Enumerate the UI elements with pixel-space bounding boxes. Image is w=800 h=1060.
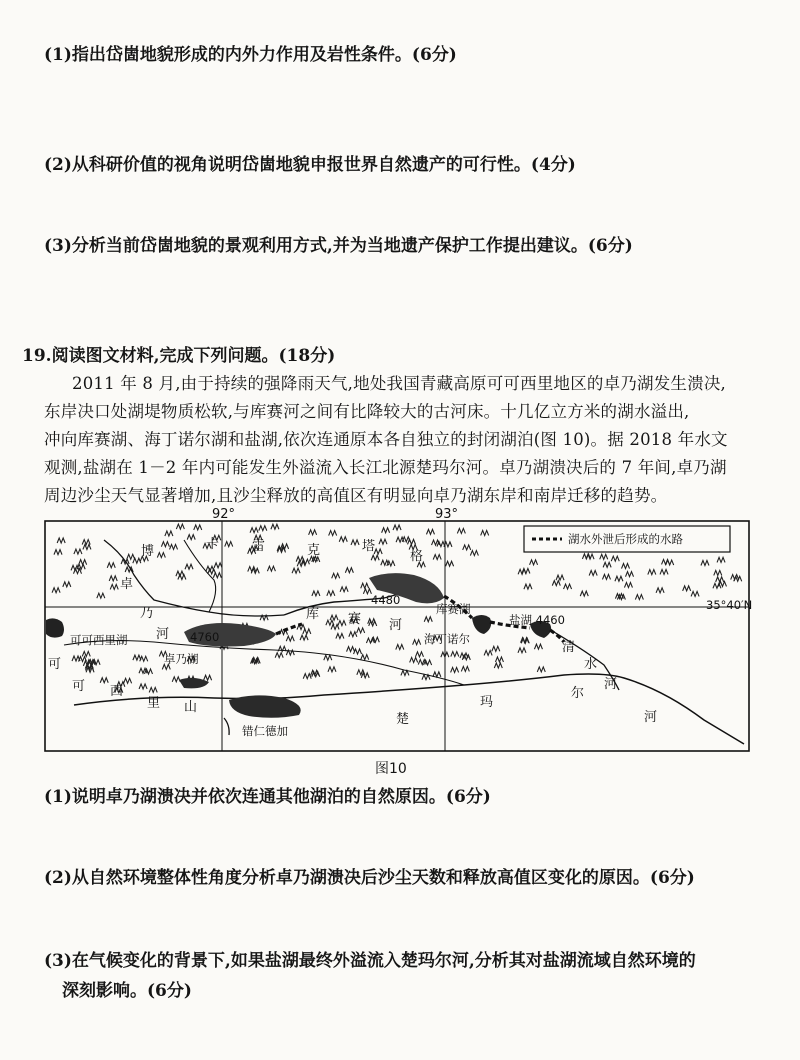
kusai-river-char: 赛	[348, 612, 362, 627]
kekexili-mtn-char: 西	[110, 684, 124, 699]
q19-sub-1: (1)说明卓乃湖溃决并依次连通其他湖泊的自然原因。(6分)	[44, 787, 491, 807]
lon-93-label: 93°	[435, 507, 459, 522]
q19-sub-2: (2)从自然环境整体性角度分析卓乃湖溃决后沙尘天数和释放高值区变化的原因。(6分)	[44, 868, 695, 888]
q19-para-line: 周边沙尘天气显著增加,且沙尘释放的高值区有明显向卓乃湖东岸和南岸迁移的趋势。	[44, 486, 668, 505]
cuorendejia-label: 错仁德加	[242, 724, 288, 738]
chumar-char: 河	[644, 710, 658, 725]
bukadaban-char: 雷	[252, 539, 266, 554]
kekexili-mtn-char: 山	[184, 700, 198, 715]
kekexili-mtn-char: 可	[72, 679, 86, 694]
q19-sub-3: (3)在气候变化的背景下,如果盐湖最终外溢流入楚玛尔河,分析其对盐湖流域自然环境的	[44, 951, 696, 971]
chumar-char: 尔	[571, 686, 585, 701]
q19-para-line: 观测,盐湖在 1－2 年内可能发生外溢流入长江北源楚玛尔河。卓乃湖溃决后的 7 年间,卓乃湖	[44, 458, 727, 477]
yanhu-label: 盐湖 4460	[509, 613, 565, 627]
question-3-text: (3)分析当前岱崮地貌的景观利用方式,并为当地遗产保护工作提出建议。(6分)	[44, 236, 633, 256]
qingshui-char: 河	[604, 677, 618, 692]
latitude-label: 35°40′N	[706, 598, 753, 612]
lon-92-label: 92°	[212, 507, 236, 522]
chumar-char: 玛	[480, 695, 494, 710]
chumar-char: 楚	[396, 712, 410, 727]
question-1-text: (1)指出岱崮地貌形成的内外力作用及岩性条件。(6分)	[44, 45, 457, 65]
q19-sub-3-cont: 深刻影响。(6分)	[62, 981, 192, 1001]
kekexili-mtn-char: 里	[147, 696, 161, 711]
zhuonai-river-char: 河	[156, 627, 170, 642]
alt-zhuonai-label: 4760	[190, 630, 220, 644]
zhuonai-river-char: 卓	[120, 577, 134, 592]
question-2-text: (2)从科研价值的视角说明岱崮地貌申报世界自然遗产的可行性。(4分)	[44, 155, 576, 175]
zhuonai-lake-label: 卓乃湖	[164, 652, 199, 666]
q19-para-line: 冲向库赛湖、海丁诺尔湖和盐湖,依次连通原本各自独立的封闭湖泊(图 10)。据 2018 年水文	[44, 430, 728, 449]
qingshui-char: 清	[562, 640, 576, 655]
zhuonai-river-char: 乃	[140, 606, 154, 621]
q19-para-line: 东岸决口处湖堤物质松软,与库赛河之间有比降较大的古河床。十几亿立方米的湖水溢出,	[44, 402, 690, 421]
bukadaban-char: 博	[141, 544, 155, 559]
kusai-river-char: 库	[306, 607, 320, 622]
haiding-nor-label: 海丁诺尔	[424, 632, 470, 646]
legend-label: 湖水外泄后形成的水路	[568, 532, 683, 546]
bukadaban-char: 克	[307, 543, 321, 558]
alt-kusai-label: 4480	[371, 593, 401, 607]
bukadaban-char: 格	[410, 549, 424, 564]
kekexili-mtn-char: 可	[48, 657, 62, 672]
figure-caption: 图10	[375, 761, 407, 777]
qingshui-char: 水	[584, 657, 598, 672]
hoh-xil-lake-label: 可可西里湖	[70, 633, 128, 647]
bukadaban-char: 塔	[362, 539, 376, 554]
q19-para-line: 2011 年 8 月,由于持续的强降雨天气,地处我国青藏高原可可西里地区的卓乃湖发生溃决,	[72, 374, 726, 393]
kusai-lake-label: 库赛湖	[436, 602, 471, 616]
q19-title: 19.阅读图文材料,完成下列问题。(18分)	[22, 346, 336, 366]
figure-10-map	[44, 507, 753, 752]
kusai-river-char: 河	[389, 618, 403, 633]
bukadaban-char: 卡	[206, 537, 220, 552]
